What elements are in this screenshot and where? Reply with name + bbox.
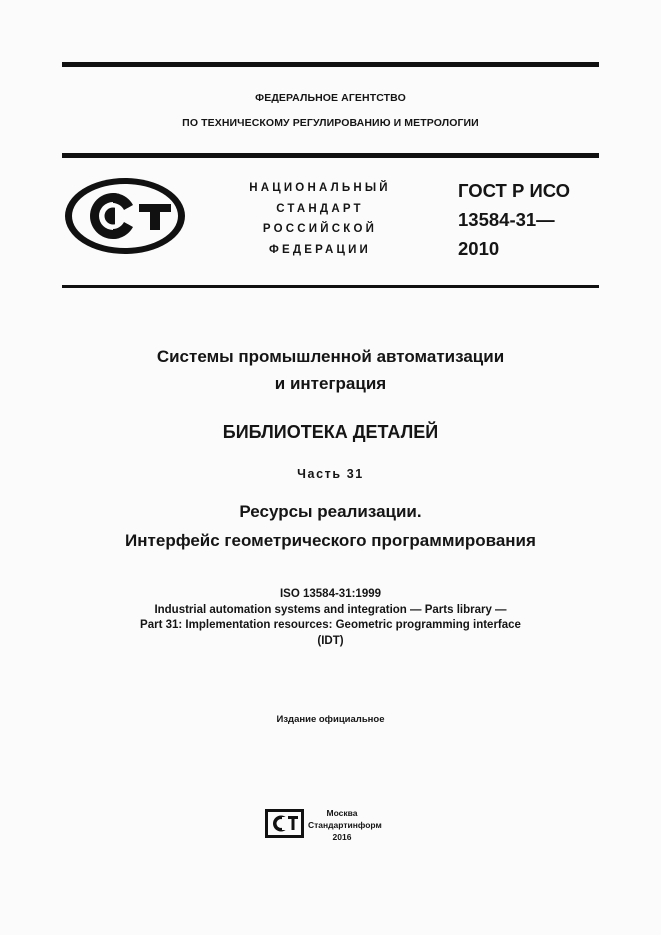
- standard-label-line: НАЦИОНАЛЬНЫЙ: [249, 182, 391, 194]
- iso-number: ISO 13584-31:1999: [279, 588, 382, 600]
- standard-designation: [458, 176, 570, 263]
- document-subtitle: [0, 497, 661, 555]
- national-standard-label: [228, 178, 412, 260]
- designation-line: 2010: [458, 238, 500, 259]
- title-line: Системы промышленной автоматизации: [156, 347, 505, 366]
- publisher-name: Стандартинформ: [308, 820, 382, 830]
- edition-note: Издание официальное: [276, 714, 385, 725]
- designation-line: ГОСТ Р ИСО: [458, 180, 571, 201]
- subtitle-line: Интерфейс геометрического программирования: [125, 531, 536, 550]
- standard-label-line: СТАНДАРТ: [276, 202, 364, 215]
- part-number: Часть 31: [297, 467, 364, 481]
- standartinform-logo-icon: [264, 808, 305, 839]
- standard-label-line: ФЕДЕРАЦИИ: [268, 243, 372, 256]
- agency-name-line1: ФЕДЕРАЛЬНОЕ АГЕНТСТВО: [255, 92, 406, 104]
- rst-mark-icon: [62, 176, 190, 258]
- designation-line: 13584-31—: [458, 209, 555, 230]
- section-rule: [62, 285, 599, 288]
- iso-title-line: Industrial automation systems and integration — Parts library —: [154, 603, 507, 616]
- publication-year: 2016: [332, 832, 352, 842]
- agency-name-line2: ПО ТЕХНИЧЕСКОМУ РЕГУЛИРОВАНИЮ И МЕТРОЛОГИИ: [182, 117, 479, 129]
- iso-equivalence: (IDT): [317, 634, 344, 647]
- header-rule: [62, 153, 599, 158]
- iso-title-line: Part 31: Implementation resources: Geometric programming interface: [140, 619, 521, 631]
- iso-reference: [0, 587, 661, 649]
- subtitle-line: Ресурсы реализации.: [239, 502, 422, 521]
- publisher-info: [308, 807, 382, 843]
- standard-label-line: РОССИЙСКОЙ: [262, 223, 378, 235]
- top-rule: [62, 62, 599, 67]
- publisher-city: Москва: [326, 808, 358, 818]
- title-line: и интеграция: [274, 374, 387, 393]
- document-title: [0, 343, 661, 397]
- library-heading: БИБЛИОТЕКА ДЕТАЛЕЙ: [222, 422, 439, 442]
